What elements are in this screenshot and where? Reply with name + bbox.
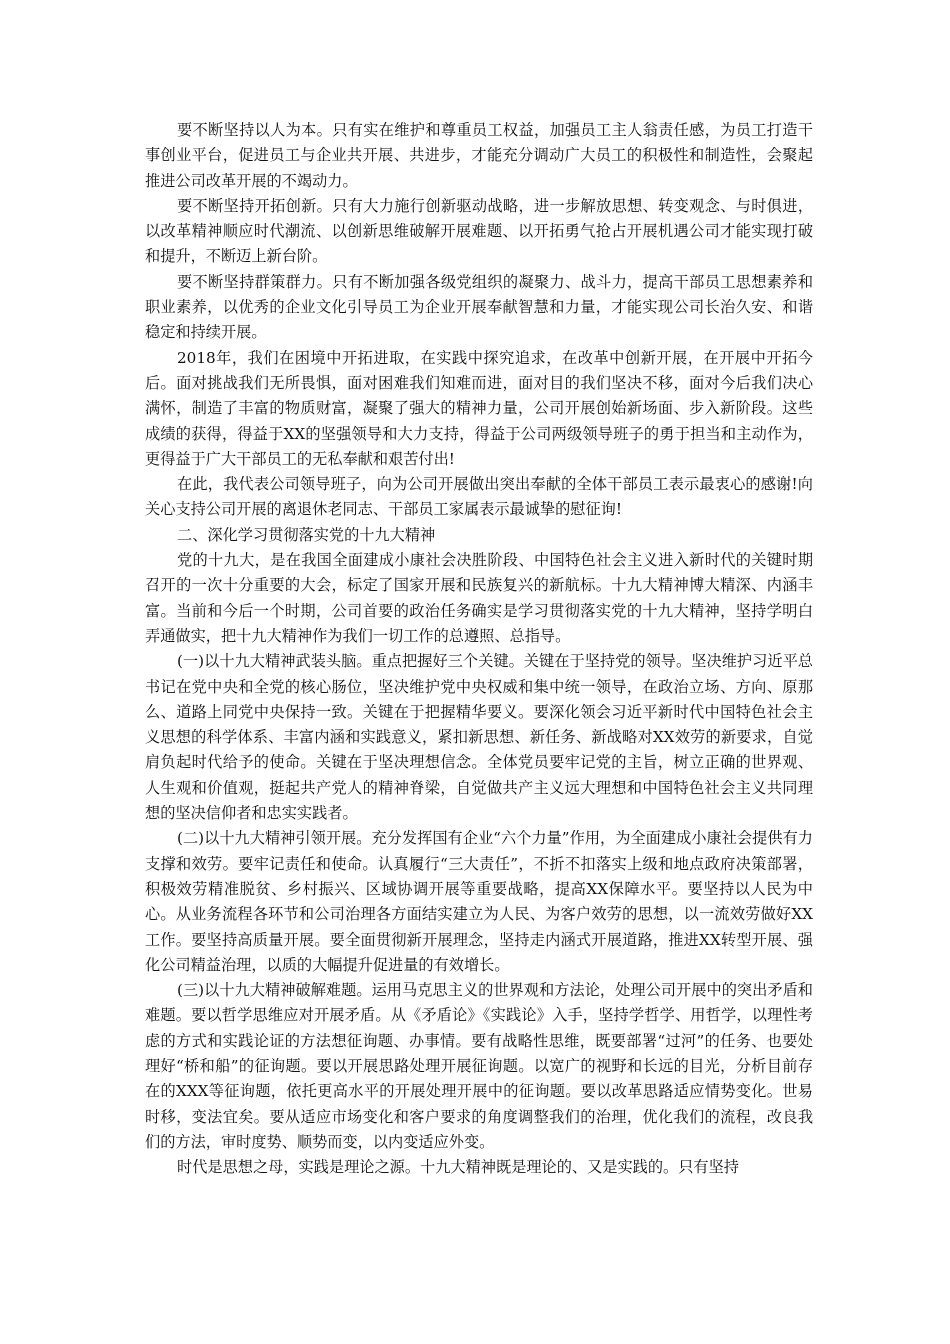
paragraph-people-first: 要不断坚持以人为本。只有实在维护和尊重员工权益，加强员工主人翁责任感，为员工打造干事创业平台，促进员工与企业共开展、共进步，才能充分调动广大员工的积极性和制造性，会聚起推进公司改革开展的不竭动力。 (145, 121, 813, 190)
paragraph-innovation: 要不断坚持开拓创新。只有大力施行创新驱动战略，进一步解放思想、转变观念、与时俱进，以改革精神顺应时代潮流、以创新思维破解开展难题、以开拓勇气抢占开展机遇公司才能实现打破和提升，不断迈上新台阶。 (145, 196, 813, 266)
paragraph-point-one: (一)以十九大精神武装头脑。重点把握好三个关键。关键在于坚持党的领导。坚决维护习近平总书记在党中央和全党的核心肠位，坚决维护党中央权威和集中统一领导，在政治立场、方向、原那么、道路上同党中央保持一致。关键在于把握精华要义。要深化领会习近平新时代中国特色社会主义思想的科学体系、丰富内涵和实践意义，紧扣新思想、新任务、新战略对XX效劳的新要求，自觉肩负起时代给予的使命。关键在于坚决理想信念。全体党员要牢记党的主旨，树立正确的世界观、人生观和价值观，挺起共产党人的精神脊梁，自觉做共产主义远大理想和中国特色社会主义共同理想的坚决信仰者和忠实实践者。 (145, 652, 813, 823)
paragraph-point-two: (二)以十九大精神引领开展。充分发挥国有企业“六个力量”作用，为全面建成小康社会提供有力支撑和效劳。要牢记责任和使命。认真履行“三大责任”，不折不扣落实上级和地点政府决策部署，积极效劳精准脱贫、乡村振兴、区域协调开展等重要战略，提高XX保障水平。要坚持以人民为中心。从业务流程各环节和公司治理各方面结实建立为人民、为客户效劳的思想，以一流效劳做好XX工作。要坚持高质量开展。要全面贯彻新开展理念，坚持走内涵式开展道路，推进XX转型开展、强化公司精益治理，以质的大幅提升促进量的有效增长。 (145, 829, 813, 974)
paragraph-collective-effort: 要不断坚持群策群力。只有不断加强各级党组织的凝聚力、战斗力，提高干部员工思想素养和职业素养，以优秀的企业文化引导员工为企业开展奉献智慧和力量，才能实现公司长治久安、和谐稳定和持续开展。 (145, 272, 813, 342)
paragraph-19th-congress: 党的十九大，是在我国全面建成小康社会决胜阶段、中国特色社会主义进入新时代的关键时期召开的一次十分重要的大会，标定了国家开展和民族复兴的新航标。十九大精神博大精深、内涵丰富。当前和今后一个时期，公司首要的政治任务确实是学习贯彻落实党的十九大精神，坚持学明白弄通做实，把十九大精神作为我们一切工作的总遵照、总指导。 (145, 551, 813, 645)
paragraph-closing: 时代是思想之母，实践是理论之源。十九大精神既是理论的、又是实践的。只有坚持 (177, 1158, 739, 1177)
section-heading: 二、深化学习贯彻落实党的十九大精神 (177, 525, 436, 544)
paragraph-2018-review: 2018年，我们在困境中开拓进取，在实践中探究追求，在改革中创新开展，在开展中开拓今后。面对挑战我们无所畏惧，面对困难我们知难而进，面对目的我们坚决不移，面对今后我们决心满怀，制造了丰富的物质财富，凝聚了强大的精神力量，公司开展创始新场面、步入新阶段。这些成绩的获得，得益于XX的坚强领导和大力支持，得益于公司两级领导班子的勇于担当和主动作为，更得益于广大干部员工的无私奉献和艰苦付出! (145, 348, 813, 468)
document-page (145, 118, 813, 1180)
paragraph-point-three: (三)以十九大精神破解难题。运用马克思主义的世界观和方法论，处理公司开展中的突出矛盾和难题。要以哲学思维应对开展矛盾。从《矛盾论》《实践论》入手，坚持学哲学、用哲学，以理性考虑的方式和实践论证的方法想征询题、办事情。要有战略性思维，既要部署“过河”的任务、也要处理好“桥和船”的征询题。要以开展思路处理开展征询题。以宽广的视野和长远的目光，分析目前存在的XXX等征询题，依托更高水平的开展处理开展中的征询题。要以改革思路适应情势变化。世易时移，变法宜矣。要从适应市场变化和客户要求的角度调整我们的治理，优化我们的流程，改良我们的方法，审时度势、顺势而变，以内变适应外变。 (145, 981, 813, 1151)
paragraph-thanks: 在此，我代表公司领导班子，向为公司开展做出突出奉献的全体干部员工表示最衷心的感谢!向关心支持公司开展的离退休老同志、干部员工家属表示最诚挚的慰征询! (145, 475, 813, 519)
